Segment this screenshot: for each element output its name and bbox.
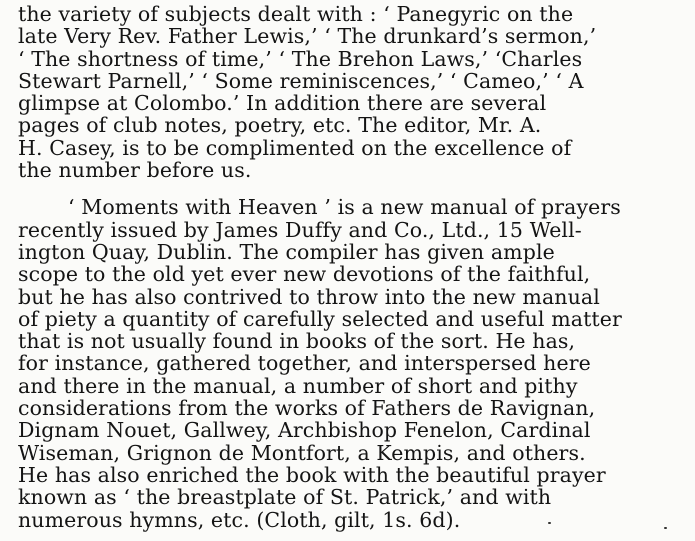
text-line: but he has also contrived to throw into the new manual <box>18 284 600 309</box>
text-line: Wiseman, Grignon de Montfort, a Kempis, and others. <box>18 440 586 465</box>
text-line: for instance, gathered together, and interspersed here <box>18 351 591 376</box>
paragraph-magazine-review <box>18 3 688 181</box>
paragraph-book-review <box>18 196 688 530</box>
text-line: scope to the old yet ever new devotions of the faithful, <box>18 262 591 287</box>
text-line: the number before us. <box>18 158 252 183</box>
text-line: known as ‘ the breastplate of St. Patrick,’ and with <box>18 485 552 510</box>
text-line: pages of club notes, poetry, etc. The editor, Mr. A. <box>18 113 542 138</box>
text-line: the variety of subjects dealt with : ‘ Panegyric on the <box>18 2 574 26</box>
text-line: of piety a quantity of carefully selected and useful matter <box>18 306 622 331</box>
text-line: recently issued by James Duffy and Co., Ltd., 15 Well- <box>18 217 582 242</box>
text-line: He has also enriched the book with the beautiful prayer <box>18 462 606 487</box>
text-line: late Very Rev. Father Lewis,’ ‘ The drunkard’s sermon,’ <box>18 24 597 49</box>
print-speck <box>548 522 551 524</box>
text-line: ington Quay, Dublin. The compiler has given ample <box>18 239 555 264</box>
text-line: considerations from the works of Fathers de Ravignan, <box>18 396 596 421</box>
text-line: ‘ Moments with Heaven ’ is a new manual of prayers <box>68 195 621 220</box>
text-line: numerous hymns, etc. (Cloth, gilt, 1s. 6d). <box>18 507 461 532</box>
text-line: Stewart Parnell,’ ‘ Some reminiscences,’ ‘ Cameo,’ ‘ A <box>18 68 584 93</box>
print-speck <box>664 527 667 529</box>
text-line: Dignam Nouet, Gallwey, Archbishop Fenelon, Cardinal <box>18 418 591 443</box>
text-line: and there in the manual, a number of short and pithy <box>18 373 578 398</box>
text-line: ‘ The shortness of time,’ ‘ The Brehon Laws,’ ‘Charles <box>18 46 583 71</box>
text-line: H. Casey, is to be complimented on the excellence of <box>18 135 572 160</box>
text-line: glimpse at Colombo.’ In addition there are several <box>18 91 547 116</box>
text-line: that is not usually found in books of the sort. He has, <box>18 329 576 354</box>
article-column <box>18 3 688 531</box>
